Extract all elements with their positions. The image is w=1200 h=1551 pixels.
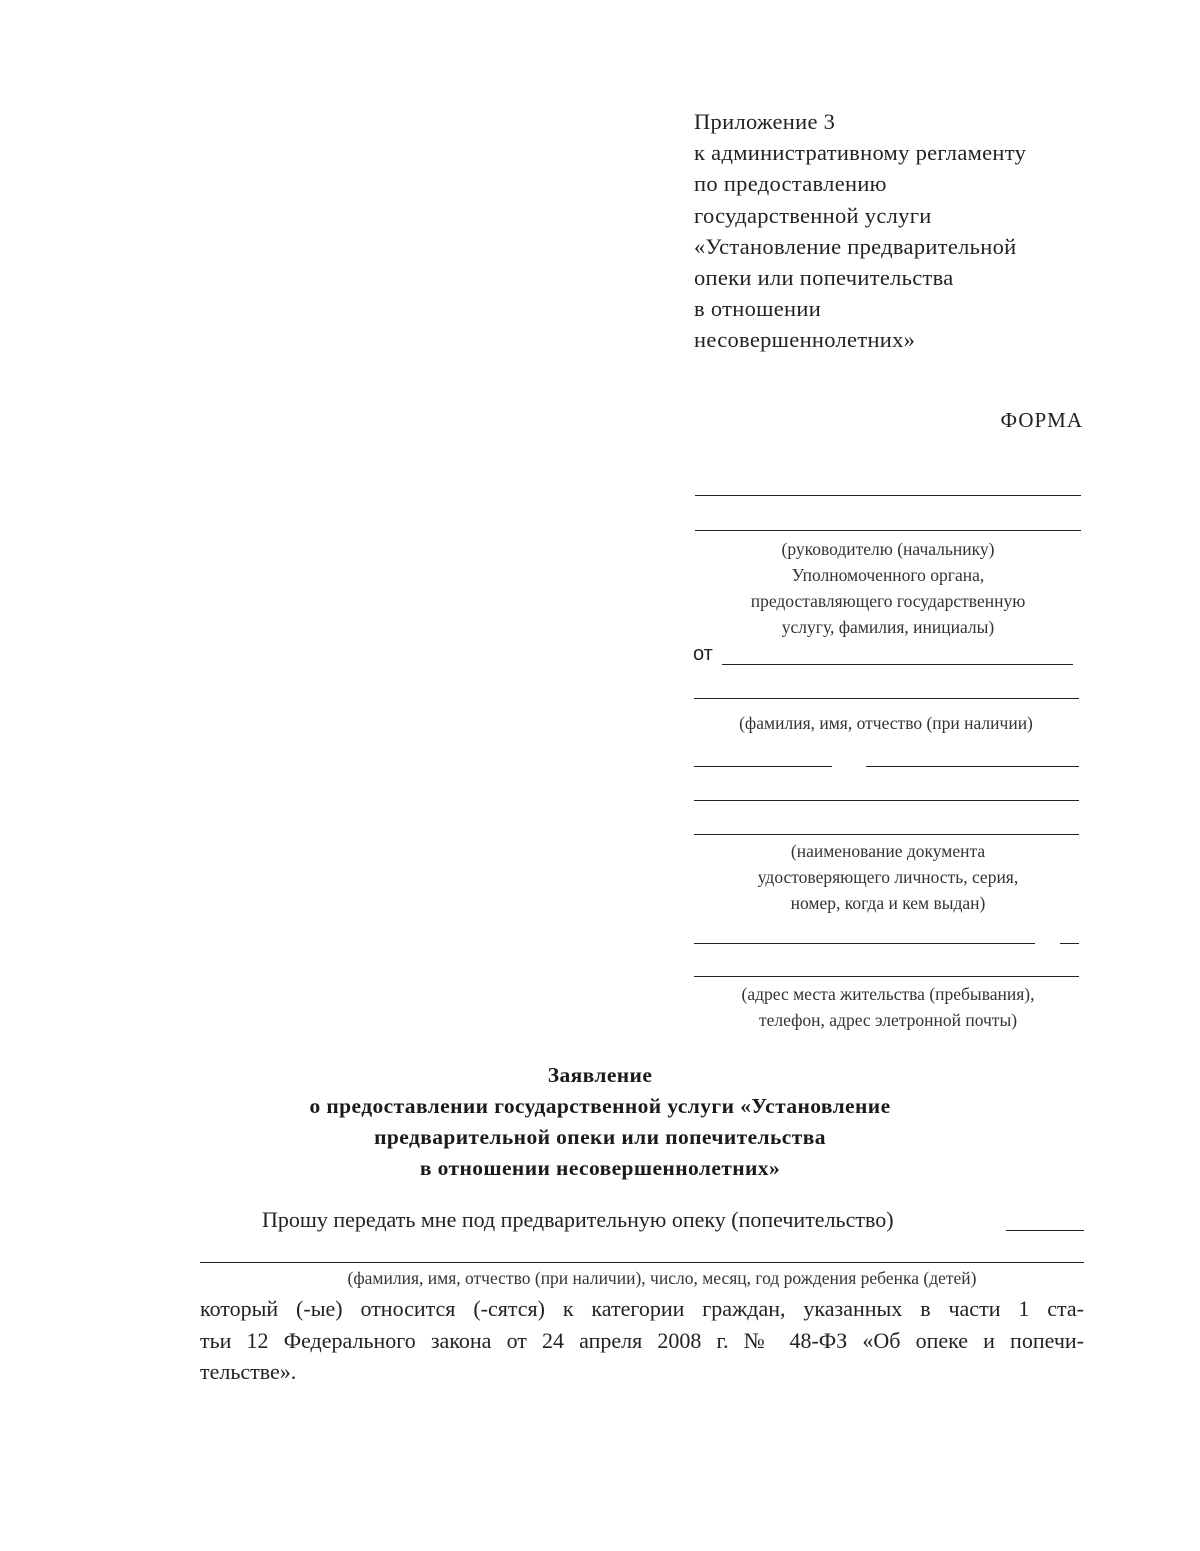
appendix-line: несовершеннолетних»: [694, 327, 916, 353]
from-label: от: [693, 643, 713, 665]
title-line: Заявление: [547, 1063, 653, 1087]
caption-line: (руководителю (начальнику): [781, 539, 995, 559]
document-line-1a[interactable]: [694, 766, 832, 767]
caption-line: (адрес места жительства (пребывания),: [741, 984, 1035, 1004]
from-name-line[interactable]: [722, 664, 1073, 665]
caption-line: удостоверяющего личность, серия,: [757, 867, 1019, 887]
document-line-2[interactable]: [694, 800, 1079, 801]
body-line: тельстве».: [200, 1359, 297, 1384]
address-caption: [690, 981, 1086, 1033]
request-text: Прошу передать мне под предварительную опеку (попечительство): [262, 1207, 894, 1232]
caption-line: (наименование документа: [790, 841, 986, 861]
address-line-1a[interactable]: [694, 943, 1035, 944]
body-paragraph: [200, 1293, 1084, 1388]
body-line: тьи 12 Федерального закона от 24 апреля 2008 г. № 48-ФЗ «Об опеке и попечи-: [200, 1327, 1084, 1353]
application-title: [0, 1060, 1200, 1184]
appendix-line: государственной услуги: [694, 202, 932, 228]
recipient-line-1[interactable]: [695, 495, 1081, 496]
from-name-line-2[interactable]: [694, 698, 1079, 699]
name-caption: (фамилия, имя, отчество (при наличии): [739, 713, 1033, 733]
body-line: который (-ые) относится (-сятся) к категории граждан, указанных в части 1 ста-: [200, 1296, 1084, 1321]
caption-line: услугу, фамилия, инициалы): [781, 617, 995, 637]
child-info-line[interactable]: [200, 1262, 1084, 1263]
recipient-caption: [690, 536, 1086, 640]
appendix-line: Приложение 3: [694, 109, 836, 134]
title-line: в отношении несовершеннолетних»: [419, 1156, 781, 1180]
recipient-line-2[interactable]: [695, 530, 1081, 531]
title-line: предварительной опеки или попечительства: [374, 1125, 826, 1149]
address-line-1b[interactable]: [1060, 943, 1079, 944]
appendix-line: опеки или попечительства: [694, 265, 954, 291]
caption-line: Уполномоченного органа,: [791, 565, 985, 585]
document-line-3[interactable]: [694, 834, 1079, 835]
title-line: о предоставлении государственной услуги «Установление: [309, 1094, 891, 1118]
document-line-1b[interactable]: [866, 766, 1079, 767]
caption-line: предоставляющего государственную: [750, 591, 1026, 611]
appendix-header: [694, 106, 1114, 356]
appendix-line: «Установление предварительной: [694, 233, 1017, 259]
address-line-2[interactable]: [694, 976, 1079, 977]
appendix-line: по предоставлению: [694, 171, 887, 197]
document-caption: [690, 838, 1086, 916]
request-fill-line[interactable]: [1006, 1230, 1084, 1231]
caption-line: номер, когда и кем выдан): [790, 893, 986, 913]
appendix-line: в отношении: [694, 296, 822, 322]
appendix-line: к административному регламенту: [694, 140, 1027, 166]
form-label: ФОРМА: [1000, 408, 1083, 432]
child-caption: (фамилия, имя, отчество (при наличии), число, месяц, год рождения ребенка (детей): [347, 1268, 977, 1288]
caption-line: телефон, адрес элетронной почты): [758, 1010, 1018, 1030]
